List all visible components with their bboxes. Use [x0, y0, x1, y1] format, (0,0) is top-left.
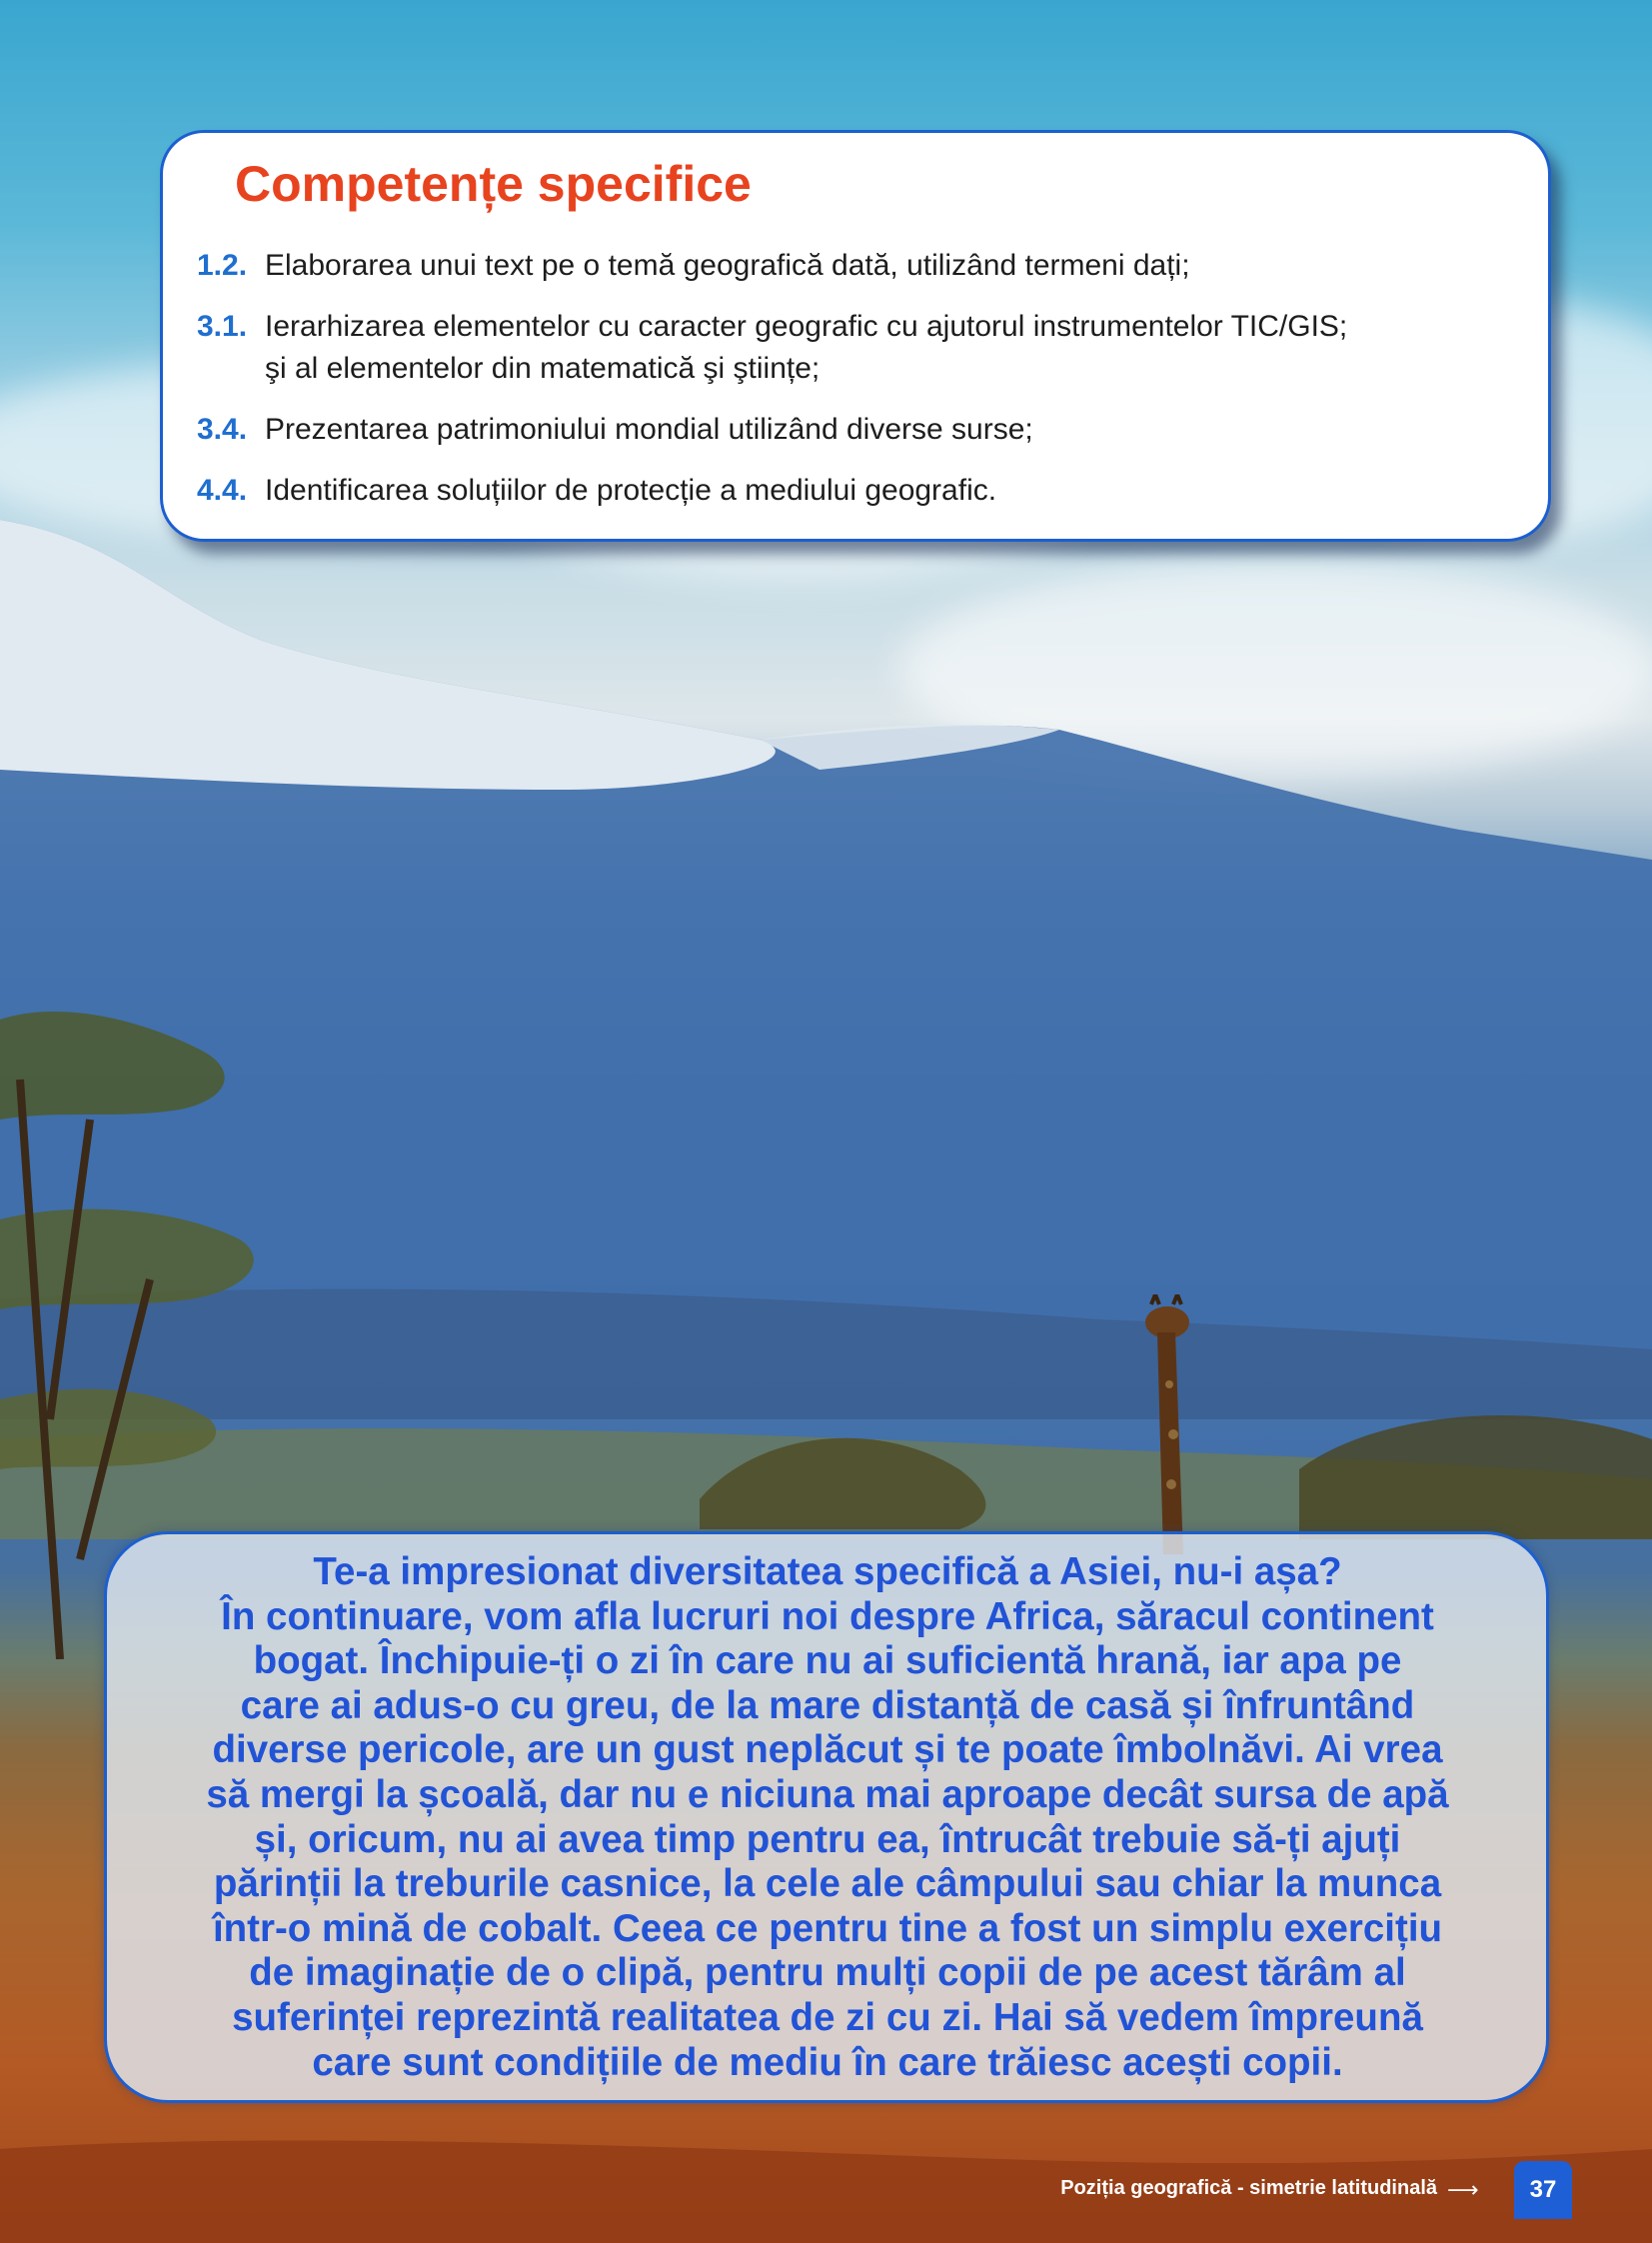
- intro-story-box: [104, 1531, 1549, 2103]
- competency-text: Prezentarea patrimoniului mondial utilizând diverse surse;: [265, 413, 1033, 446]
- footer-section-title: Poziția geografică - simetrie latitudinală: [1060, 2177, 1437, 2199]
- competencies-title: Competențe specifice: [235, 156, 752, 212]
- competency-number: 1.2.: [197, 249, 248, 282]
- competency-item: [197, 409, 1526, 451]
- competencies-box: [160, 130, 1551, 542]
- competency-text: Identificarea soluțiilor de protecție a mediului geografic.: [265, 474, 997, 507]
- competency-item: [197, 470, 1526, 512]
- competencies-list: [197, 245, 1526, 531]
- competency-item: [197, 306, 1526, 390]
- intro-story-text: Te-a impresionat diversitatea specifică a Asiei, nu-i așa? În continuare, vom afla lucruri noi despre Africa, săracul continent bogat. Închipuie-ți o zi în care nu ai suficientă hrană, iar apa pe care ai adus-o cu greu, de la mare distanță de casă și înfruntând diverse pericole, are un gust neplăcut și te poate îmbolnăvi. Ai vrea să mergi la școală, dar nu e niciuna mai aproape decât sursa de apă și, oricum, nu ai avea timp pentru ea, întrucât trebuie să-ți ajuți părinții la treburile casnice, la cele ale câmpului sau chiar la munca într-o mină de cobalt. Ceea ce pentru tine a fost un simplu exercițiu de imaginație de o clipă, pentru mulți copii de pe acest tărâm al suferinței reprezintă realitatea de zi cu zi. Hai să vedem împreună care sunt condițiile de mediu în care trăiesc acești copii.: [206, 1550, 1449, 2084]
- competency-item: [197, 245, 1526, 287]
- competency-text: Ierarhizarea elementelor cu caracter geografic cu ajutorul instrumentelor TIC/GIS; şi al elementelor din matematică şi ştiințe;: [265, 310, 1348, 385]
- competency-number: 3.4.: [197, 413, 248, 446]
- competency-text: Elaborarea unui text pe o temă geografică dată, utilizând termeni dați;: [265, 249, 1190, 282]
- competency-number: 3.1.: [197, 310, 248, 343]
- competency-number: 4.4.: [197, 474, 248, 507]
- arrow-right-icon: ⟶: [1447, 2177, 1479, 2202]
- page-number: 37: [1514, 2161, 1572, 2219]
